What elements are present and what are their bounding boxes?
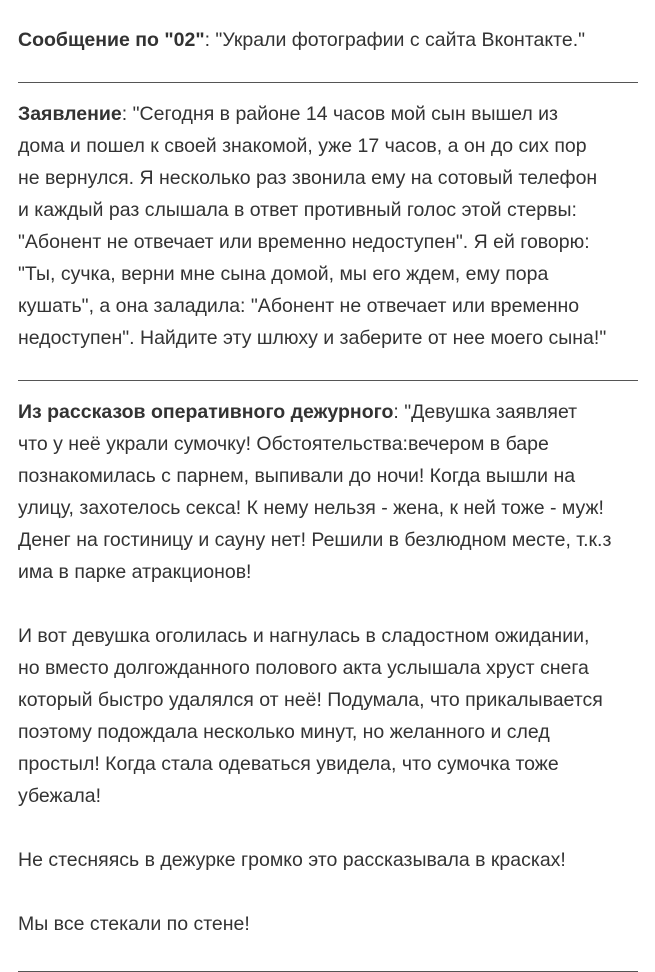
story-line: что у неё украли сумочку! Обстоятельства:вечером в баре: [18, 433, 549, 455]
story-line: "Девушка заявляет: [398, 401, 578, 423]
message-text: "Украли фотографии с сайта Вконтакте.": [210, 29, 586, 51]
statement-line: "Сегодня в районе 14 часов мой сын вышел из: [127, 103, 558, 125]
story-line: има в парке атракционов!: [18, 561, 252, 583]
statement-line: не вернулся. Я несколько раз звонила ему на сотовый телефон: [18, 167, 598, 189]
separator-2: [18, 380, 638, 381]
statement-paragraph: [18, 98, 638, 354]
message-label: Сообщение по "02": [18, 29, 205, 51]
story-paragraph-3: Не стесняясь в дежурке громко это рассказывала в красках!: [18, 849, 566, 871]
story-line: Денег на гостиницу и сауну нет! Решили в безлюдном месте, т.к.з: [18, 529, 612, 551]
story-line: убежала!: [18, 785, 102, 807]
statement-line: "Ты, сучка, верни мне сына домой, мы его ждем, ему пора: [18, 263, 549, 285]
story-line: простыл! Когда стала одеваться увидела, что сумочка тоже: [18, 753, 559, 775]
story-label: Из рассказов оперативного дежурного: [18, 401, 394, 423]
story-line: который быстро удалялся от неё! Подумала, что прикалывается: [18, 689, 603, 711]
story-line: И вот девушка оголилась и нагнулась в сладостном ожидании,: [18, 625, 590, 647]
statement-line: кушать", а она заладила: "Абонент не отвечает или временно: [18, 295, 580, 317]
story-line: улицу, захотелось секса! К нему нельзя - жена, к ней тоже - муж!: [18, 497, 604, 519]
statement-line: "Абонент не отвечает или временно недоступен". Я ей говорю:: [18, 231, 590, 253]
statement-line: дома и пошел к своей знакомой, уже 17 часов, а он до сих пор: [18, 135, 587, 157]
statement-line: и каждый раз слышала в ответ противный голос этой стервы:: [18, 199, 577, 221]
separator-1: [18, 82, 638, 83]
story-line: познакомилась с парнем, выпивали до ночи! Когда вышли на: [18, 465, 576, 487]
statement-line: недоступен". Найдите эту шлюху и заберите от нее моего сына!": [18, 327, 607, 349]
story-paragraph-2: [18, 620, 638, 812]
story-paragraph-4: Мы все стекали по стене!: [18, 913, 250, 935]
message-paragraph: [18, 24, 638, 56]
statement-label: Заявление: [18, 103, 122, 125]
story-line: поэтому подождала несколько минут, но желанного и след: [18, 721, 550, 743]
document: [18, 24, 638, 972]
story-colon: :: [393, 401, 399, 423]
statement-colon: :: [121, 103, 128, 125]
message-colon: :: [204, 29, 210, 51]
story-line: но вместо долгожданного полового акта услышала хруст снега: [18, 657, 589, 679]
story-paragraph-1: [18, 396, 638, 588]
